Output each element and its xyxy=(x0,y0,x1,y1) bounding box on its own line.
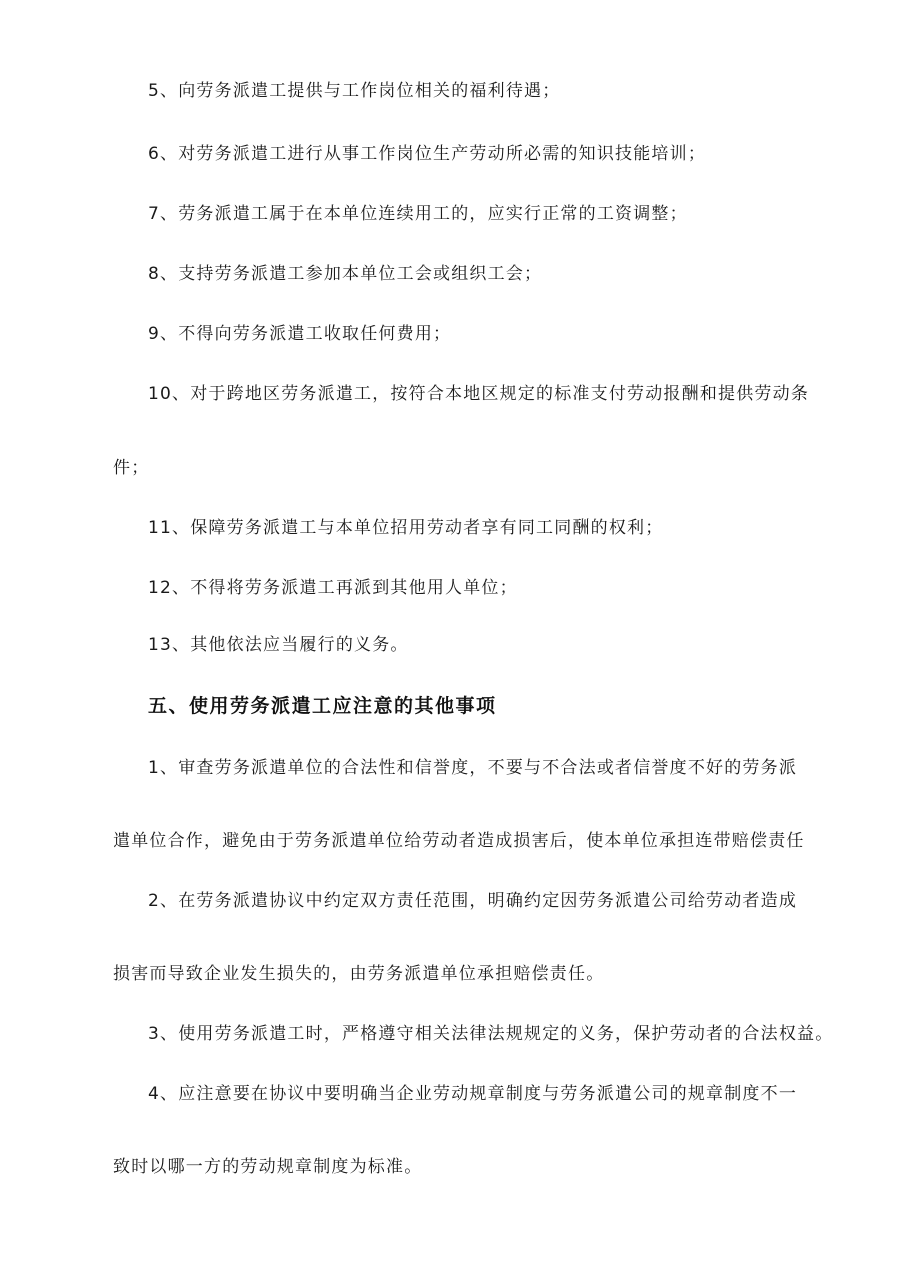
obligation-item-7: 7、劳务派遣工属于在本单位连续用工的，应实行正常的工资调整； xyxy=(148,204,688,224)
obligation-item-11: 11、保障劳务派遣工与本单位招用劳动者享有同工同酬的权利； xyxy=(148,518,664,538)
obligation-item-9: 9、不得向劳务派遣工收取任何费用； xyxy=(148,324,452,344)
obligation-item-10: 10、对于跨地区劳务派遣工，按符合本地区规定的标准支付劳动报酬和提供劳动条 xyxy=(148,384,810,404)
note-item-2: 2、在劳务派遣协议中约定双方责任范围，明确约定因劳务派遣公司给劳动者造成 xyxy=(148,891,798,911)
section-heading: 五、使用劳务派遣工应注意的其他事项 xyxy=(148,695,497,717)
note-item-4: 4、应注意要在协议中要明确当企业劳动规章制度与劳务派遣公司的规章制度不一 xyxy=(148,1084,798,1104)
note-item-1-continuation: 遣单位合作，避免由于劳务派遣单位给劳动者造成损害后，使本单位承担连带赔偿责任 xyxy=(113,831,805,851)
obligation-item-12: 12、不得将劳务派遣工再派到其他用人单位； xyxy=(148,578,518,598)
obligation-item-10-continuation: 件； xyxy=(113,458,150,478)
note-item-2-continuation: 损害而导致企业发生损失的，由劳务派遣单位承担赔偿责任。 xyxy=(113,964,605,984)
note-item-4-continuation: 致时以哪一方的劳动规章制度为标准。 xyxy=(113,1157,423,1177)
obligation-item-13: 13、其他依法应当履行的义务。 xyxy=(148,635,409,655)
note-item-3: 3、使用劳务派遣工时，严格遵守相关法律法规规定的义务，保护劳动者的合法权益。 xyxy=(148,1024,834,1044)
note-item-1: 1、审查劳务派遣单位的合法性和信誉度，不要与不合法或者信誉度不好的劳务派 xyxy=(148,758,798,778)
obligation-item-8: 8、支持劳务派遣工参加本单位工会或组织工会； xyxy=(148,264,543,284)
obligation-item-5: 5、向劳务派遣工提供与工作岗位相关的福利待遇； xyxy=(148,81,561,101)
obligation-item-6: 6、对劳务派遣工进行从事工作岗位生产劳动所必需的知识技能培训； xyxy=(148,144,707,164)
